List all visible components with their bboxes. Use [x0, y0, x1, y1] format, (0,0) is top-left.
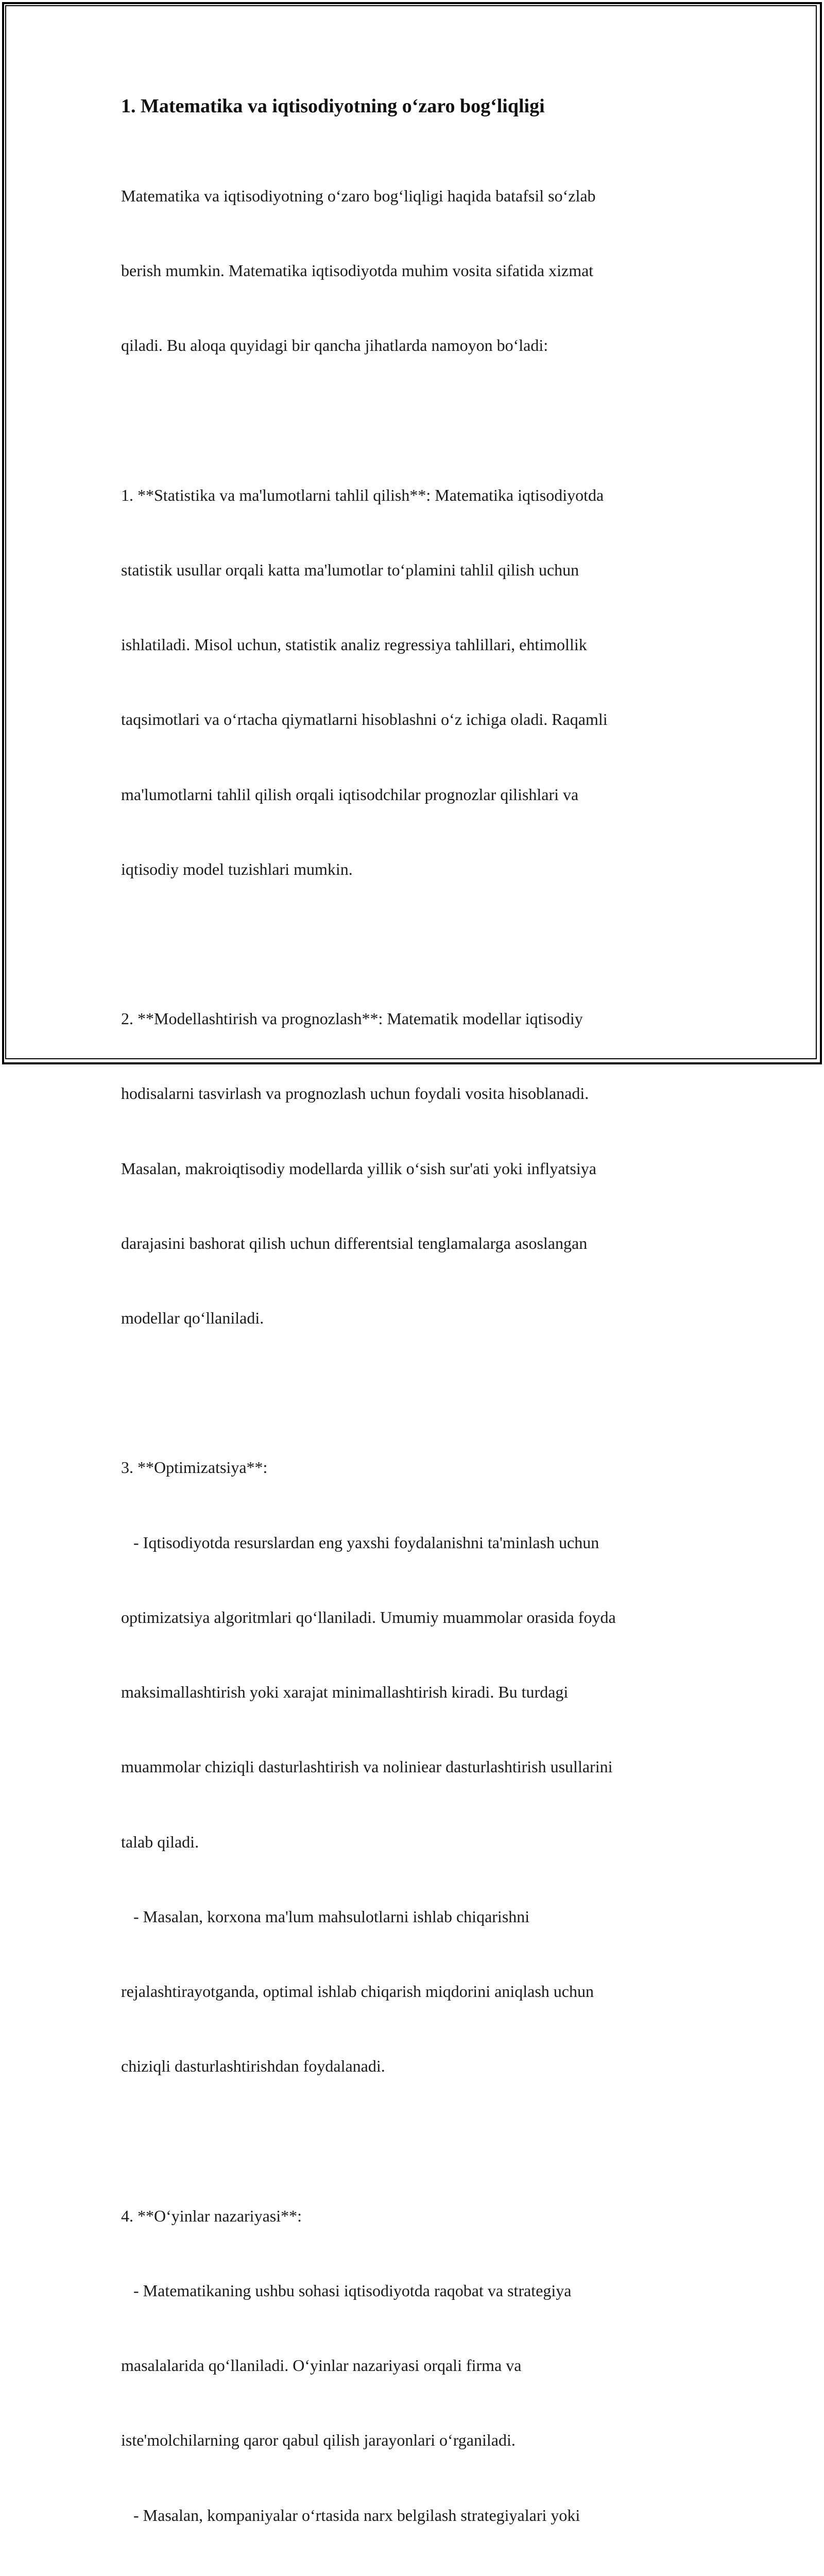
- text-line: ma'lumotlarni tahlil qilish orqali iqtisodchilar prognozlar qilishlari va: [121, 785, 579, 804]
- text-line: 3. **Optimizatsiya**:: [121, 1458, 268, 1477]
- text-line: iqtisodiy model tuzishlari mumkin.: [121, 859, 353, 878]
- text-line: iste'molchilarning qaror qabul qilish jarayonlari o‘rganiladi.: [121, 2431, 516, 2450]
- text-line: Matematika va iqtisodiyotning o‘zaro bog‘liqligi haqida batafsil so‘zlab: [121, 186, 596, 205]
- text-line: 1. **Statistika va ma'lumotlarni tahlil qilish**: Matematika iqtisodiyotda: [121, 485, 604, 504]
- text-line: ishlatiladi. Misol uchun, statistik analiz regressiya tahlillari, ehtimollik: [121, 635, 587, 654]
- text-line: darajasini bashorat qilish uchun differentsial tenglamalarga asoslangan: [121, 1233, 588, 1252]
- document-body: [121, 133, 703, 2576]
- text-line: masalalarida qo‘llaniladi. O‘yinlar nazariyasi orqali firma va: [121, 2356, 522, 2375]
- text-line: muammolar chiziqli dasturlashtirish va noliniear dasturlashtirish usullarini: [121, 1757, 613, 1776]
- text-line: - Matematikaning ushbu sohasi iqtisodiyotda raqobat va strategiya: [121, 2281, 572, 2300]
- text-line: optimizatsiya algoritmlari qo‘llaniladi. Umumiy muammolar orasida foyda: [121, 1607, 616, 1626]
- text-line: berish mumkin. Matematika iqtisodiyotda muhim vosita sifatida xizmat: [121, 261, 594, 280]
- text-line: 4. **O‘yinlar nazariyasi**:: [121, 2206, 302, 2225]
- text-line: - Masalan, korxona ma'lum mahsulotlarni ishlab chiqarishni: [121, 1907, 530, 1926]
- text-line: - Iqtisodiyotda resurslardan eng yaxshi foydalanishni ta'minlash uchun: [121, 1533, 599, 1552]
- text-line: talab qiladi.: [121, 1832, 199, 1851]
- text-line: 2. **Modellashtirish va prognozlash**: Matematik modellar iqtisodiy: [121, 1009, 583, 1028]
- text-line: - Masalan, kompaniyalar o‘rtasida narx belgilash strategiyalari yoki: [121, 2505, 580, 2524]
- blank-line: [121, 1380, 703, 1405]
- text-line: modellar qo‘llaniladi.: [121, 1309, 264, 1328]
- text-line: taqsimotlari va o‘rtacha qiymatlarni hisoblashni o‘z ichiga oladi. Raqamli: [121, 710, 608, 729]
- text-line: rejalashtirayotganda, optimal ishlab chiqarish miqdorini aniqlash uchun: [121, 1982, 594, 2001]
- text-line: maksimallashtirish yoki xarajat minimallashtirish kiradi. Bu turdagi: [121, 1683, 569, 1702]
- blank-line: [121, 931, 703, 956]
- text-line: hodisalarni tasvirlash va prognozlash uchun foydali vosita hisoblanadi.: [121, 1084, 589, 1103]
- text-line: qiladi. Bu aloqa quyidagi bir qancha jihatlarda namoyon bo‘ladi:: [121, 336, 548, 355]
- section-heading: 1. Matematika va iqtisodiyotning o‘zaro bog‘liqligi: [121, 95, 545, 117]
- text-line: statistik usullar orqali katta ma'lumotlar to‘plamini tahlil qilish uchun: [121, 560, 579, 579]
- text-line: Masalan, makroiqtisodiy modellarda yillik o‘sish sur'ati yoki inflyatsiya: [121, 1159, 596, 1178]
- blank-line: [121, 408, 703, 432]
- document-page: [121, 94, 703, 2576]
- text-line: chiziqli dasturlashtirishdan foydalanadi.: [121, 2057, 385, 2076]
- blank-line: [121, 2128, 703, 2153]
